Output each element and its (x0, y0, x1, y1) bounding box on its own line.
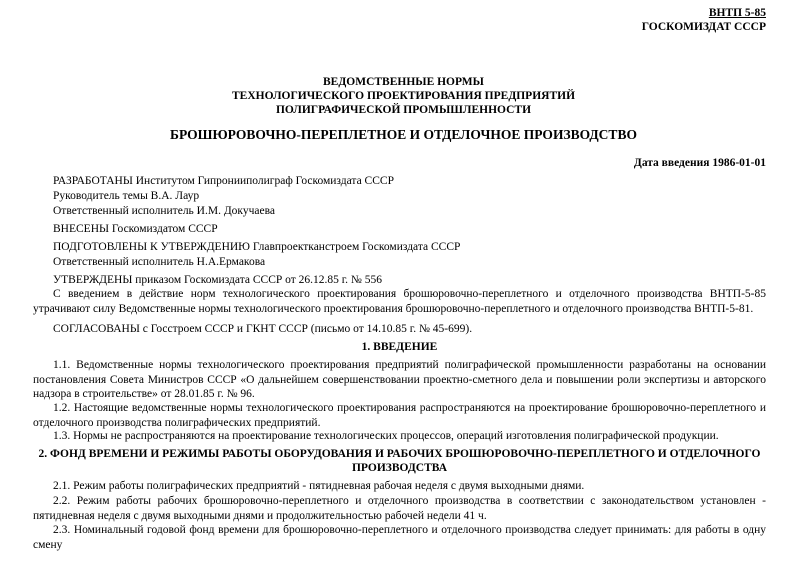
header-line-1: ВЕДОМСТВЕННЫЕ НОРМЫ (323, 76, 484, 88)
theme-lead: Руководитель темы В.А. Лаур (53, 190, 200, 202)
section-2-heading-line-2: ПРОИЗВОДСТВА (351, 462, 448, 474)
paragraph-2-3: 2.3. Номинальный годовой фонд времени для брошюровочно-переплетного и отделочного производства следует принимать: для работы в одну смену (33, 524, 766, 551)
header-line-3: ПОЛИГРАФИЧЕСКОЙ ПРОМЫШЛЕННОСТИ (275, 104, 532, 116)
code-line-2: ГОСКОМИЗДАТ СССР (641, 21, 766, 33)
developed-by: РАЗРАБОТАНЫ Институтом Гипронииполиграф Госкомиздата СССР (53, 175, 394, 187)
document-code (642, 6, 766, 34)
agreed-by: СОГЛАСОВАНЫ с Госстроем СССР и ГКНТ СССР (письмо от 14.10.85 г. № 45-699). (53, 323, 473, 335)
approved-by: УТВЕРЖДЕНЫ приказом Госкомиздата СССР от 26.12.85 г. № 556 (53, 274, 383, 286)
paragraph-2-1: 2.1. Режим работы полиграфических предприятий - пятидневная рабочая неделя с двумя выходными днями. (53, 480, 585, 492)
responsible-executor-1: Ответственный исполнитель И.М. Докучаева (53, 205, 275, 217)
section-1-heading: 1. ВВЕДЕНИЕ (361, 341, 438, 353)
paragraph-1-1: 1.1. Ведомственные нормы технологического проектирования предприятий полиграфической промышленности разработаны на основании постановления Совета Министров СССР «О дальнейшем совершенствовании проектно-сметного дела и повышении роли экспертизы и авторского надзора в строительстве» от 28.01.85 г. № 96. (33, 359, 766, 400)
section-2-heading-line-1: 2. ФОНД ВРЕМЕНИ И РЕЖИМЫ РАБОТЫ ОБОРУДОВАНИЯ И РАБОЧИХ БРОШЮРОВОЧНО-ПЕРЕПЛЕТНОГО И ОТДЕЛОЧНОГО (38, 448, 761, 460)
responsible-executor-2: Ответственный исполнитель Н.А.Ермакова (53, 256, 266, 268)
paragraph-2-2: 2.2. Режим работы рабочих брошюровочно-переплетного и отделочного производства в соответствии с законодательством установлен - пятидневная неделя с двумя выходными днями и продолжительностью рабочей недели 41 ч. (33, 495, 766, 522)
prepared-by: ПОДГОТОВЛЕНЫ К УТВЕРЖДЕНИЮ Главпроектканстроем Госкомиздата СССР (53, 241, 461, 253)
document-title: БРОШЮРОВОЧНО-ПЕРЕПЛЕТНОЕ И ОТДЕЛОЧНОЕ ПРОИЗВОДСТВО (170, 127, 637, 142)
code-line-1: ВНТП 5-85 (708, 7, 766, 19)
intro-date: Дата введения 1986-01-01 (633, 157, 766, 169)
paragraph-1-2: 1.2. Настоящие ведомственные нормы технологического проектирования распространяются на проектирование брошюровочно-переплетного и отделочного производства полиграфических предприятий. (33, 402, 766, 429)
header-line-2: ТЕХНОЛОГИЧЕСКОГО ПРОЕКТИРОВАНИЯ ПРЕДПРИЯТИЙ (231, 90, 576, 102)
supersede-paragraph: С введением в действие норм технологического проектирования брошюровочно-переплетного и отделочного производства ВНТП-5-85 утрачивают силу Ведомственные нормы технологического проектирования брошюровочно-переплетного и отделочного производства ВНТП-5-81. (33, 288, 766, 315)
paragraph-1-3: 1.3. Нормы не распространяются на проектирование технологических процессов, операций изготовления полиграфической продукции. (53, 430, 719, 442)
introduced-by: ВНЕСЕНЫ Госкомиздатом СССР (53, 223, 218, 235)
